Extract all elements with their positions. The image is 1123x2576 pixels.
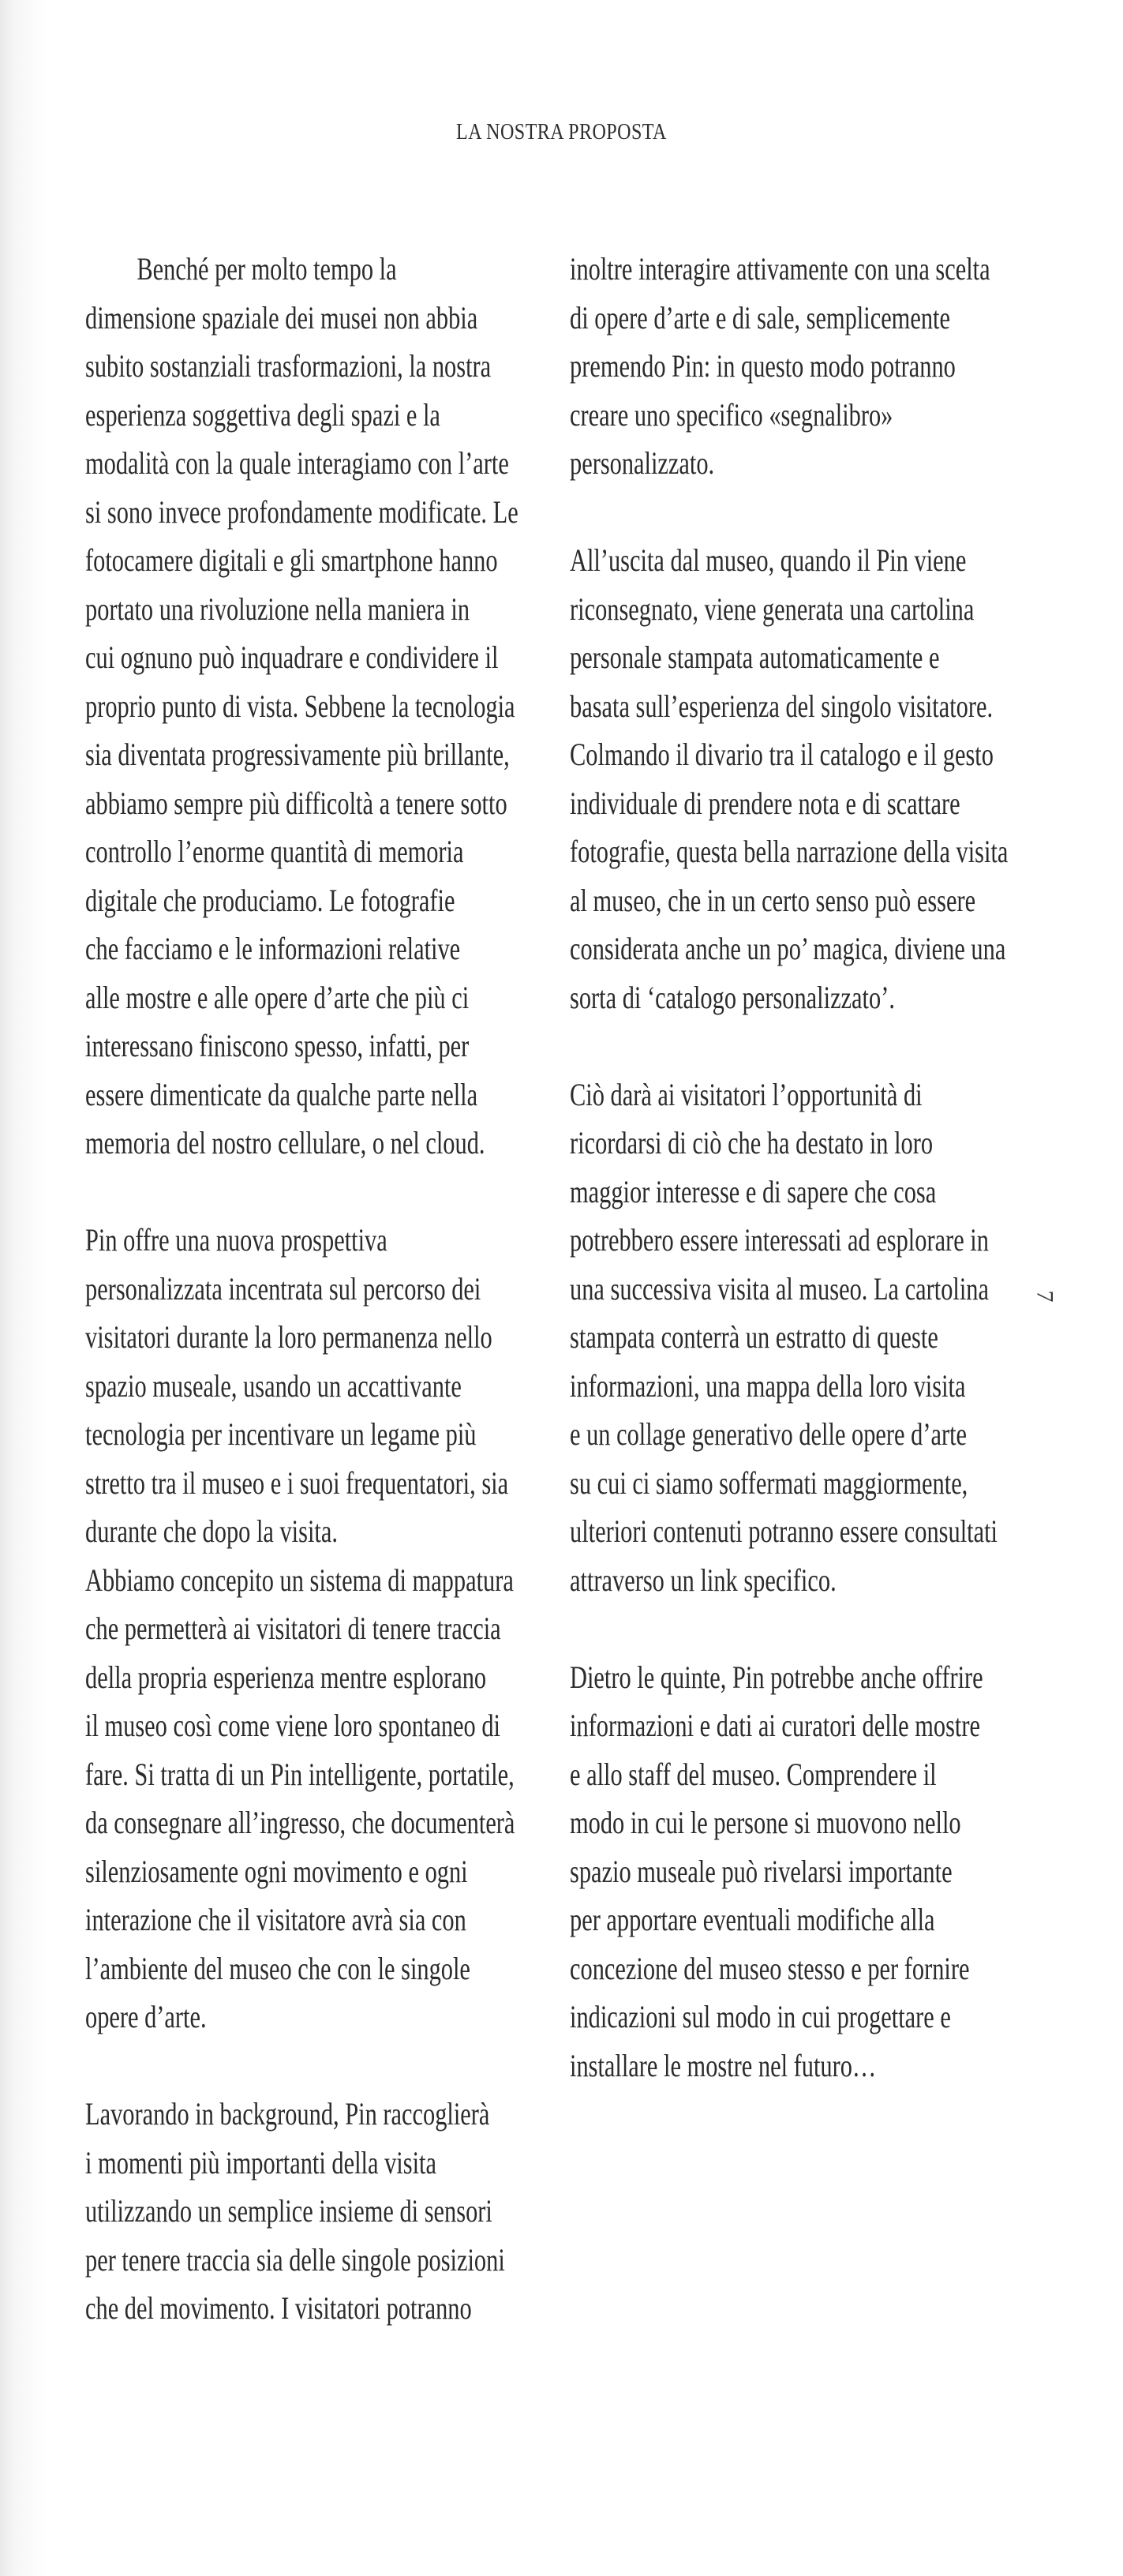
- text-line: attraverso un link specifico.: [570, 1562, 837, 1598]
- paragraph: [85, 1216, 590, 2042]
- paragraph-gap: [85, 1168, 590, 1217]
- page-number: 7: [1031, 1290, 1058, 1303]
- text-line: considerata anche un po’ magica, diviene una: [570, 931, 1006, 966]
- text-line: spazio museale, usando un accattivante: [85, 1367, 462, 1404]
- text-line: abbiamo sempre più difficoltà a tenere sotto: [85, 785, 507, 821]
- left-column: [85, 245, 590, 2333]
- text-line: memoria del nostro cellulare, o nel cloud.: [85, 1125, 485, 1161]
- text-line: riconsegnato, viene generata una cartolina: [570, 591, 975, 627]
- text-line: personalizzata incentrata sul percorso dei: [85, 1270, 481, 1307]
- text-line: subito sostanziali trasformazioni, la nostra: [85, 348, 492, 384]
- text-line: dimensione spaziale dei musei non abbia: [85, 299, 478, 336]
- text-line: stampata conterrà un estratto di queste: [570, 1319, 938, 1355]
- text-line: che facciamo e le informazioni relative: [85, 931, 461, 966]
- text-line: proprio punto di vista. Sebbene la tecnologia: [85, 688, 515, 724]
- text-line: concezione del museo stesso e per fornire: [570, 1950, 970, 1986]
- text-line: esperienza soggettiva degli spazi e la: [85, 396, 440, 433]
- text-line: su cui ci siamo soffermati maggiormente,: [570, 1464, 968, 1501]
- text-line: modo in cui le persone si muovono nello: [570, 1805, 961, 1840]
- text-line: opere d’arte.: [85, 1999, 207, 2034]
- text-line: al museo, che in un certo senso può essere: [570, 882, 976, 918]
- paragraph: [570, 1071, 1075, 1605]
- text-line: ricordarsi di ciò che ha destato in loro: [570, 1125, 934, 1161]
- text-line: All’uscita dal museo, quando il Pin viene: [570, 542, 967, 578]
- text-line: informazioni, una mappa della loro visita: [570, 1367, 966, 1404]
- paragraph: [85, 2090, 590, 2333]
- text-line: ulteriori contenuti potranno essere consultati: [570, 1513, 998, 1549]
- text-line: Abbiamo concepito un sistema di mappatura: [85, 1562, 514, 1598]
- text-line: i momenti più importanti della visita: [85, 2144, 436, 2180]
- page-title: LA NOSTRA PROPOSTA: [456, 120, 667, 144]
- text-line: si sono invece profondamente modificate. Le: [85, 493, 518, 530]
- text-line: fare. Si tratta di un Pin intelligente, portatile,: [85, 1756, 515, 1792]
- text-line: di opere d’arte e di sale, semplicemente: [570, 299, 950, 336]
- text-line: Benché per molto tempo la: [137, 251, 397, 287]
- text-line: visitatori durante la loro permanenza nello: [85, 1319, 492, 1355]
- text-line: per apportare eventuali modifiche alla: [570, 1902, 935, 1937]
- text-line: indicazioni sul modo in cui progettare e: [570, 1999, 951, 2034]
- text-line: alle mostre e alle opere d’arte che più ci: [85, 979, 470, 1015]
- text-line: Colmando il divario tra il catalogo e il gesto: [570, 737, 994, 772]
- text-line: premendo Pin: in questo modo potranno: [570, 348, 956, 384]
- paragraph-gap: [570, 488, 1075, 537]
- paragraph: [570, 1653, 1075, 2090]
- text-line: fotografie, questa bella narrazione della visita: [570, 834, 1009, 869]
- text-line: maggior interesse e di sapere che cosa: [570, 1173, 937, 1209]
- paragraph: [570, 536, 1075, 1022]
- paragraph: [570, 245, 1075, 488]
- text-line: spazio museale può rivelarsi importante: [570, 1853, 953, 1889]
- text-line: che del movimento. I visitatori potranno: [85, 2290, 472, 2326]
- text-line: Pin offre una nuova prospettiva: [85, 1222, 387, 1258]
- paragraph: [85, 245, 590, 1168]
- text-line: modalità con la quale interagiamo con l’arte: [85, 445, 509, 481]
- text-line: essere dimenticate da qualche parte nella: [85, 1076, 478, 1112]
- text-line: che permetterà ai visitatori di tenere traccia: [85, 1610, 501, 1646]
- paragraph-gap: [570, 1022, 1075, 1071]
- text-line: stretto tra il museo e i suoi frequentatori, sia: [85, 1464, 509, 1501]
- text-line: tecnologia per incentivare un legame più: [85, 1416, 477, 1452]
- text-line: installare le mostre nel futuro…: [570, 2047, 877, 2083]
- text-line: controllo l’enorme quantità di memoria: [85, 834, 464, 869]
- right-column: [570, 245, 1075, 2090]
- paragraph-gap: [85, 2042, 590, 2090]
- text-line: silenziosamente ogni movimento e ogni: [85, 1853, 468, 1889]
- text-line: creare uno specifico «segnalibro»: [570, 396, 893, 433]
- text-line: e allo staff del museo. Comprendere il: [570, 1756, 937, 1792]
- text-line: informazioni e dati ai curatori delle mostre: [570, 1708, 980, 1743]
- text-line: da consegnare all’ingresso, che documenterà: [85, 1805, 515, 1840]
- text-line: basata sull’esperienza del singolo visitatore.: [570, 688, 994, 724]
- text-line: personale stampata automaticamente e: [570, 639, 940, 675]
- text-line: individuale di prendere nota e di scattare: [570, 785, 960, 821]
- text-line: fotocamere digitali e gli smartphone hanno: [85, 542, 498, 578]
- paragraph-gap: [570, 1604, 1075, 1653]
- text-line: Ciò darà ai visitatori l’opportunità di: [570, 1076, 923, 1112]
- text-line: cui ognuno può inquadrare e condividere il: [85, 639, 499, 675]
- text-line: della propria esperienza mentre esplorano: [85, 1659, 487, 1695]
- text-line: potrebbero essere interessati ad esplorare in: [570, 1222, 989, 1258]
- text-line: Dietro le quinte, Pin potrebbe anche offrire: [570, 1659, 983, 1695]
- text-line: durante che dopo la visita.: [85, 1513, 338, 1549]
- text-line: il museo così come viene loro spontaneo di: [85, 1708, 500, 1743]
- text-line: inoltre interagire attivamente con una scelta: [570, 251, 990, 287]
- text-line: digitale che produciamo. Le fotografie: [85, 882, 455, 918]
- text-line: sia diventata progressivamente più brillante,: [85, 737, 510, 772]
- text-line: personalizzato.: [570, 445, 715, 481]
- text-line: e un collage generativo delle opere d’arte: [570, 1416, 968, 1452]
- text-line: l’ambiente del museo che con le singole: [85, 1950, 470, 1986]
- text-line: Lavorando in background, Pin raccoglierà: [85, 2096, 490, 2132]
- text-line: sorta di ‘catalogo personalizzato’.: [570, 979, 895, 1015]
- text-line: una successiva visita al museo. La cartolina: [570, 1270, 989, 1307]
- text-line: interessano finiscono spesso, infatti, per: [85, 1028, 470, 1063]
- text-line: portato una rivoluzione nella maniera in: [85, 591, 470, 627]
- text-line: per tenere traccia sia delle singole posizioni: [85, 2241, 505, 2278]
- text-line: interazione che il visitatore avrà sia con: [85, 1902, 466, 1937]
- text-line: utilizzando un semplice insieme di sensori: [85, 2193, 492, 2229]
